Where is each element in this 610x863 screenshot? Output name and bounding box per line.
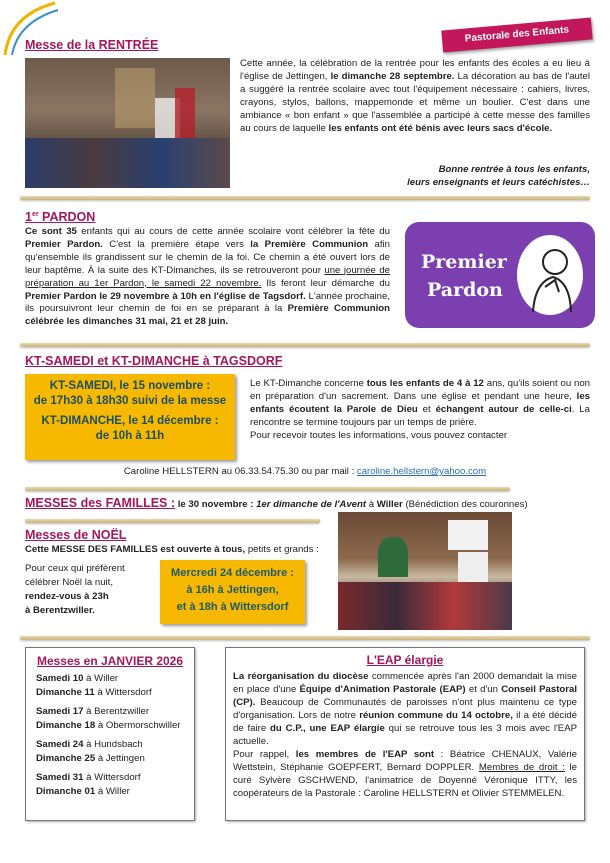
text-segment: la Première Communion (250, 238, 369, 250)
mass-group (36, 771, 194, 798)
text-segment: afin qu'ensemble ils grandissent sur le chemin de la foi. Ce chemin a été ouvert lors de leur baptême. À la suite des KT-Dimanches, ils se retrouveront pour (25, 238, 390, 276)
noel-box-line: et à 18h à Wittersdorf (176, 601, 289, 613)
text-segment: du C.P., une EAP élargie (270, 723, 385, 734)
mass-item: Samedi 10 à Willer (36, 673, 119, 684)
text-segment: La réorganisation du diocèse (233, 671, 369, 682)
noel-box-line: Mercredi 24 décembre : (171, 567, 294, 579)
closing-line: Bonne rentrée à tous les enfants, (438, 164, 590, 175)
text-segment: il a été décidé de faire (233, 710, 578, 734)
mass-item: Dimanche 11 à Wittersdorf (36, 686, 152, 698)
mass-item: Dimanche 25 à Jettingen (36, 752, 145, 764)
kt-contact-intro: Pour recevoir toutes les informations, vous pouvez contacter (250, 429, 508, 441)
kt-line: KT-SAMEDI, le 15 novembre : (49, 380, 211, 392)
noel-photo (338, 512, 512, 630)
eap-paragraph (233, 670, 577, 748)
text-segment: Ils feront leur démarche du (261, 277, 390, 289)
text-segment: Ce sont 35 (25, 226, 77, 237)
janvier-title: Messes en JANVIER 2026 (36, 654, 184, 668)
text-segment: réunion commune du 14 octobre, (359, 710, 513, 721)
text-segment: les enfants écoutent la Parole de Dieu (250, 390, 590, 415)
mass-item: Samedi 17 à Berentzwiller (36, 706, 150, 717)
text-segment: 1er dimanche de l'Avent (256, 499, 367, 510)
text-segment: et d'un (465, 684, 502, 695)
mass-group (36, 738, 194, 765)
janvier-list (26, 668, 194, 798)
eap-box (225, 647, 585, 821)
kt-contact (20, 466, 590, 477)
text-segment: les enfants ont été bénis avec leurs sacs d'école. (328, 122, 553, 134)
text-segment: enfants qui au cours de cette année scolaire vont célébrer la fête du (76, 226, 390, 237)
rentree-closing (240, 163, 590, 189)
mass-item: Dimanche 18 à Obermorschwiller (36, 719, 181, 731)
text-segment: le dimanche 28 septembre. (330, 70, 455, 82)
text-segment: Cette MESSE DES FAMILLES est ouverte à tous, (25, 544, 246, 555)
contact-text: Caroline HELLSTERN au 06.33.54.75.30 ou par mail : (123, 466, 357, 477)
noel-title: Messes de NOËL (25, 528, 127, 542)
mass-item: Samedi 31 à Wittersdorf (36, 772, 141, 783)
familles-title: MESSES des FAMILLES : (25, 496, 176, 510)
kt-body (250, 378, 590, 443)
divider (25, 487, 510, 491)
kt-line: de 10h à 11h (95, 430, 165, 442)
familles-text (175, 499, 528, 510)
rentree-photo (25, 58, 230, 188)
text-segment: les membres de l'EAP sont (295, 749, 435, 760)
mass-item: Samedi 24 à Hundsbach (36, 739, 143, 750)
section-label: Pastorale des Enfants (441, 18, 592, 53)
text-segment: à (366, 499, 377, 510)
badge-line: Pardon (427, 279, 503, 301)
kt-text (250, 378, 590, 428)
email-link[interactable]: caroline.hellstern@yahoo.com (356, 466, 487, 477)
text-segment: Willer (376, 499, 403, 510)
noel-line: à Berentzwiller. (25, 605, 95, 616)
text-segment: C'est la première étape vers (102, 238, 251, 250)
text-segment: échangent autour de celle-ci (435, 403, 572, 415)
mass-group (36, 705, 194, 732)
text-segment: le curé Sylvère GSCHWEND, l'animatrice de Doyenné Véronique ITTY, les coopérateurs de la Pastorale : Caroline HELLSTERN et Olivier STEMMELEN. (233, 762, 577, 799)
kt-line: de 17h30 à 18h30 suivi de la messe (33, 395, 227, 407)
noel-left (25, 562, 125, 618)
noel-line: rendez-vous à 23h (25, 591, 109, 602)
divider (20, 343, 590, 347)
noel-line: célébrer Noël la nuit, (25, 577, 113, 588)
kt-schedule-box (25, 374, 235, 460)
text-segment: commencée après l'an 2000 demandait la mise en place d'une (233, 671, 577, 695)
noel-line: Pour ceux qui préfèrent (25, 563, 125, 574)
noel-intro (25, 544, 319, 555)
text-segment: une journée de préparation au 1er Pardon, le samedi 22 novembre. (25, 264, 390, 289)
title-rest: PARDON (38, 210, 96, 224)
text-segment: La décoration au bas de l'autel a suggéré la rentrée scolaire avec tout l'équipement nécessaire : cahiers, livres, crayons, stylos, ballons, mappemonde et même un boulier. C'est dans une ambiance « bon enfant » que l'assemblée a participé à cette messe des familles au cours de laquelle (240, 70, 590, 134)
text-segment: Membres de droit : (478, 762, 565, 773)
text-segment: : Béatrice CHENAUX, Valérie Wettstein, Stéphanie GOEPFERT, Bernard DOPPLER. (233, 749, 578, 773)
text-segment: L'année prochaine, ils poursuivront leur chemin de foi en se préparant à la (25, 290, 391, 315)
kt-line: KT-DIMANCHE, le 14 décembre : (41, 415, 219, 427)
text-segment: Premier Pardon le 29 novembre à 10h en l'église de Tagsdorf. (25, 290, 306, 302)
text-segment: Premier Pardon. (25, 238, 103, 250)
pardon-title (25, 210, 95, 224)
text-segment: (Bénédiction des couronnes) (402, 499, 528, 510)
kt-title: KT-SAMEDI et KT-DIMANCHE à TAGSDORF (25, 354, 283, 368)
rentree-title: Messe de la RENTRÉE (25, 38, 159, 52)
praying-figure-icon (515, 232, 585, 318)
text-segment: ans, qu'ils soient ou non en préparation d'un sacrement. Dans une église et pendant une heure, (250, 378, 590, 402)
text-segment: petits et grands : (245, 544, 319, 555)
divider (20, 636, 590, 640)
text-segment: Équipe d'Animation Pastorale (EAP) (299, 684, 466, 695)
janvier-box (25, 647, 195, 821)
text-segment: . La rencontre se termine toujours par un temps de prière. (250, 403, 590, 428)
text-segment: et (417, 403, 436, 415)
text-segment: qui se retrouve tous les 3 mois avec l'EAP actuelle. (233, 723, 577, 747)
eap-paragraph (233, 748, 577, 800)
familles-line (25, 496, 528, 510)
divider (25, 519, 320, 523)
text-segment: Cette année, la célébration de la rentrée pour les enfants des écoles a eu lieu à l'église de Jettingen, (240, 58, 590, 82)
closing-line: leurs enseignants et leurs catéchistes… (407, 177, 590, 188)
text-segment: tous les enfants de 4 à 12 (366, 378, 484, 389)
text-segment: Le KT-Dimanche concerne (250, 378, 367, 389)
badge-line: Premier (421, 251, 507, 273)
divider (20, 196, 590, 200)
title-num: 1 (25, 210, 32, 224)
title-sup: er (31, 210, 39, 218)
text-segment: Conseil Pastoral (CP). (233, 684, 577, 708)
text-segment: Pour rappel, (233, 749, 296, 760)
premier-pardon-badge (405, 222, 595, 328)
text-segment: Première Communion célébrée les dimanches 31 mai, 21 et 28 juin. (25, 303, 390, 328)
rentree-body (240, 58, 590, 135)
text-segment: le 30 novembre : (175, 499, 257, 510)
pardon-body (25, 226, 390, 329)
eap-title: L'EAP élargie (366, 653, 444, 667)
mass-group (36, 672, 194, 699)
noel-box-line: à 16h à Jettingen, (186, 584, 279, 596)
mass-item: Dimanche 01 à Willer (36, 785, 130, 797)
text-segment: Beaucoup de Communautés de paroisses n'ont plus maintenu ce type d'organisation. Lors de notre (233, 697, 577, 721)
noel-schedule-box (160, 560, 305, 624)
